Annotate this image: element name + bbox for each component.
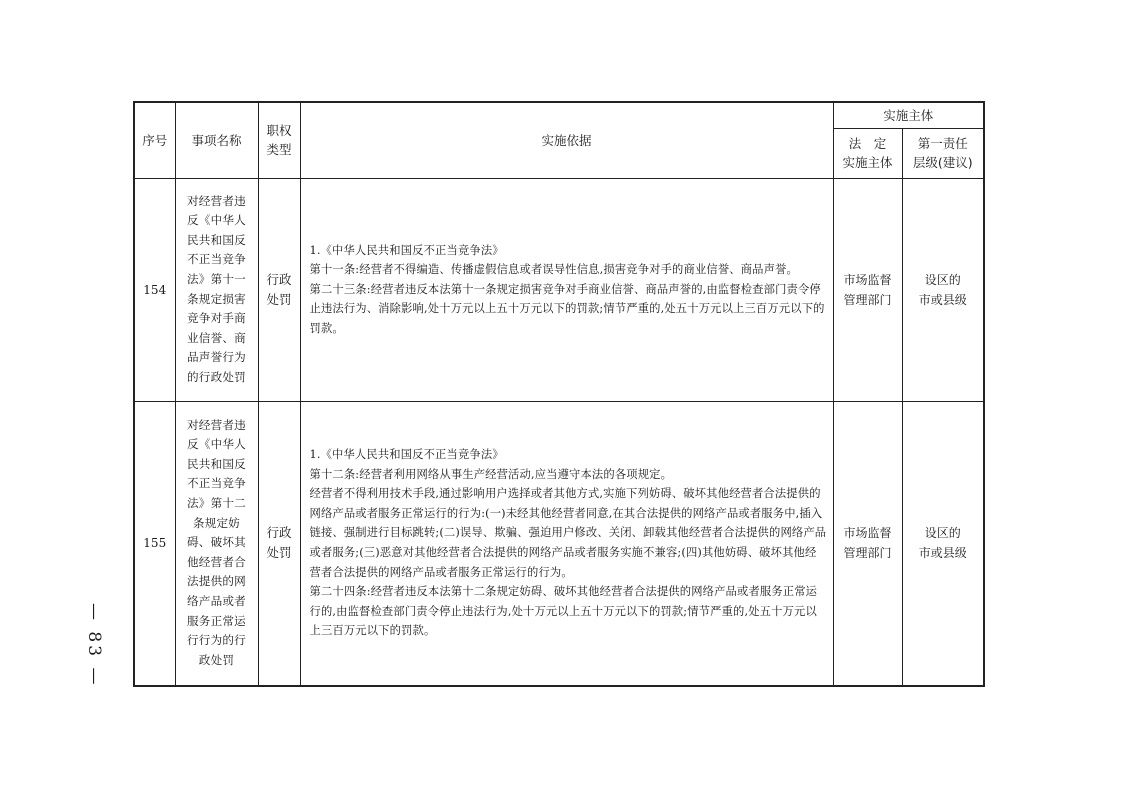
table-row bbox=[134, 178, 984, 401]
table-row bbox=[134, 401, 984, 686]
row-first-line1: 设区的 bbox=[924, 272, 961, 287]
row-first-level bbox=[902, 401, 984, 686]
header-legal-line1: 法 定 bbox=[848, 136, 887, 151]
row-item-name: 对经营者违反《中华人民共和国反不正当竞争法》第十二条规定妨碍、破坏其他经营者合法提供的网络产品或者服务正常运行行为的行政处罚 bbox=[175, 401, 258, 686]
basis-paragraph: 第二十三条:经营者违反本法第十一条规定损害竞争对手商业信誉、商品声誉的,由监督检查部门责令停止违法行为、消除影响,处十万元以上五十万元以下的罚款;情节严重的,处五十万元以上三百万元以下的罚款。 bbox=[309, 282, 825, 335]
basis-paragraph: 第十一条:经营者不得编造、传播虚假信息或者误导性信息,损害竞争对手的商业信誉、商品声誉。 bbox=[309, 263, 798, 277]
row-type-line2: 处罚 bbox=[266, 545, 292, 560]
row-seq: 155 bbox=[134, 401, 175, 686]
row-seq: 154 bbox=[134, 178, 175, 401]
row-type bbox=[258, 401, 300, 686]
basis-paragraph: 1.《中华人民共和国反不正当竞争法》 bbox=[309, 448, 504, 462]
row-legal-subject bbox=[833, 178, 902, 401]
row-basis bbox=[300, 178, 833, 401]
row-first-line2: 市或县级 bbox=[918, 292, 967, 307]
row-basis bbox=[300, 401, 833, 686]
row-legal-subject bbox=[833, 401, 902, 686]
row-legal-line1: 市场监督 bbox=[843, 272, 892, 287]
row-type-line2: 处罚 bbox=[266, 291, 292, 307]
header-basis: 实施依据 bbox=[300, 102, 833, 178]
header-first-responsibility bbox=[902, 128, 984, 178]
basis-paragraph: 经营者不得利用技术手段,通过影响用户选择或者其他方式,实施下列妨碍、破坏其他经营者合法提供的网络产品或者服务正常运行的行为:(一)未经其他经营者同意,在其合法提供的网络产品或者服务中,插入链接、强制进行目标跳转;(二)误导、欺骗、强迫用户修改、关闭、卸载其他经营者合法提供的网络产品或者服务;(三)恶意对其他经营者合法提供的网络产品或者服务实施不兼容;(四)其他妨碍、破坏其他经营者合法提供的网络产品或者服务正常运行的行为。 bbox=[309, 487, 827, 579]
header-first-line2: 层级(建议) bbox=[912, 155, 973, 170]
basis-paragraph: 第十二条:经营者利用网络从事生产经营活动,应当遵守本法的各项规定。 bbox=[309, 467, 673, 481]
basis-paragraph: 第二十四条:经营者违反本法第十二条规定妨碍、破坏其他经营者合法提供的网络产品或者服务正常运行的,由监督检查部门责令停止违法行为,处十万元以上五十万元以下的罚款;情节严重的,处五十万元以上三百万元以下的罚款。 bbox=[309, 585, 818, 638]
row-first-level bbox=[902, 178, 984, 401]
basis-paragraph: 1.《中华人民共和国反不正当竞争法》 bbox=[309, 243, 504, 257]
header-legal-subject bbox=[833, 128, 902, 178]
header-seq: 序号 bbox=[134, 102, 175, 178]
row-first-line2: 市或县级 bbox=[918, 546, 967, 560]
row-type-line1: 行政 bbox=[266, 271, 292, 287]
header-row-top bbox=[134, 102, 984, 128]
header-first-line1: 第一责任 bbox=[917, 136, 968, 151]
page-number: — 83 — bbox=[84, 603, 104, 688]
header-type bbox=[258, 102, 300, 178]
row-legal-line2: 管理部门 bbox=[843, 546, 892, 560]
header-legal-line2: 实施主体 bbox=[842, 155, 893, 170]
row-first-line1: 设区的 bbox=[924, 526, 961, 540]
row-legal-line1: 市场监督 bbox=[843, 526, 892, 540]
row-item-name: 对经营者违反《中华人民共和国反不正当竞争法》第十一条规定损害竞争对手商业信誉、商品声誉行为的行政处罚 bbox=[175, 178, 258, 401]
row-type bbox=[258, 178, 300, 401]
header-subject: 实施主体 bbox=[833, 102, 984, 128]
header-type-line2: 类型 bbox=[266, 142, 292, 158]
header-name: 事项名称 bbox=[175, 102, 258, 178]
row-legal-line2: 管理部门 bbox=[843, 292, 892, 307]
header-type-line1: 职权 bbox=[266, 123, 292, 139]
enforcement-items-table bbox=[133, 101, 985, 687]
row-type-line1: 行政 bbox=[266, 525, 292, 540]
